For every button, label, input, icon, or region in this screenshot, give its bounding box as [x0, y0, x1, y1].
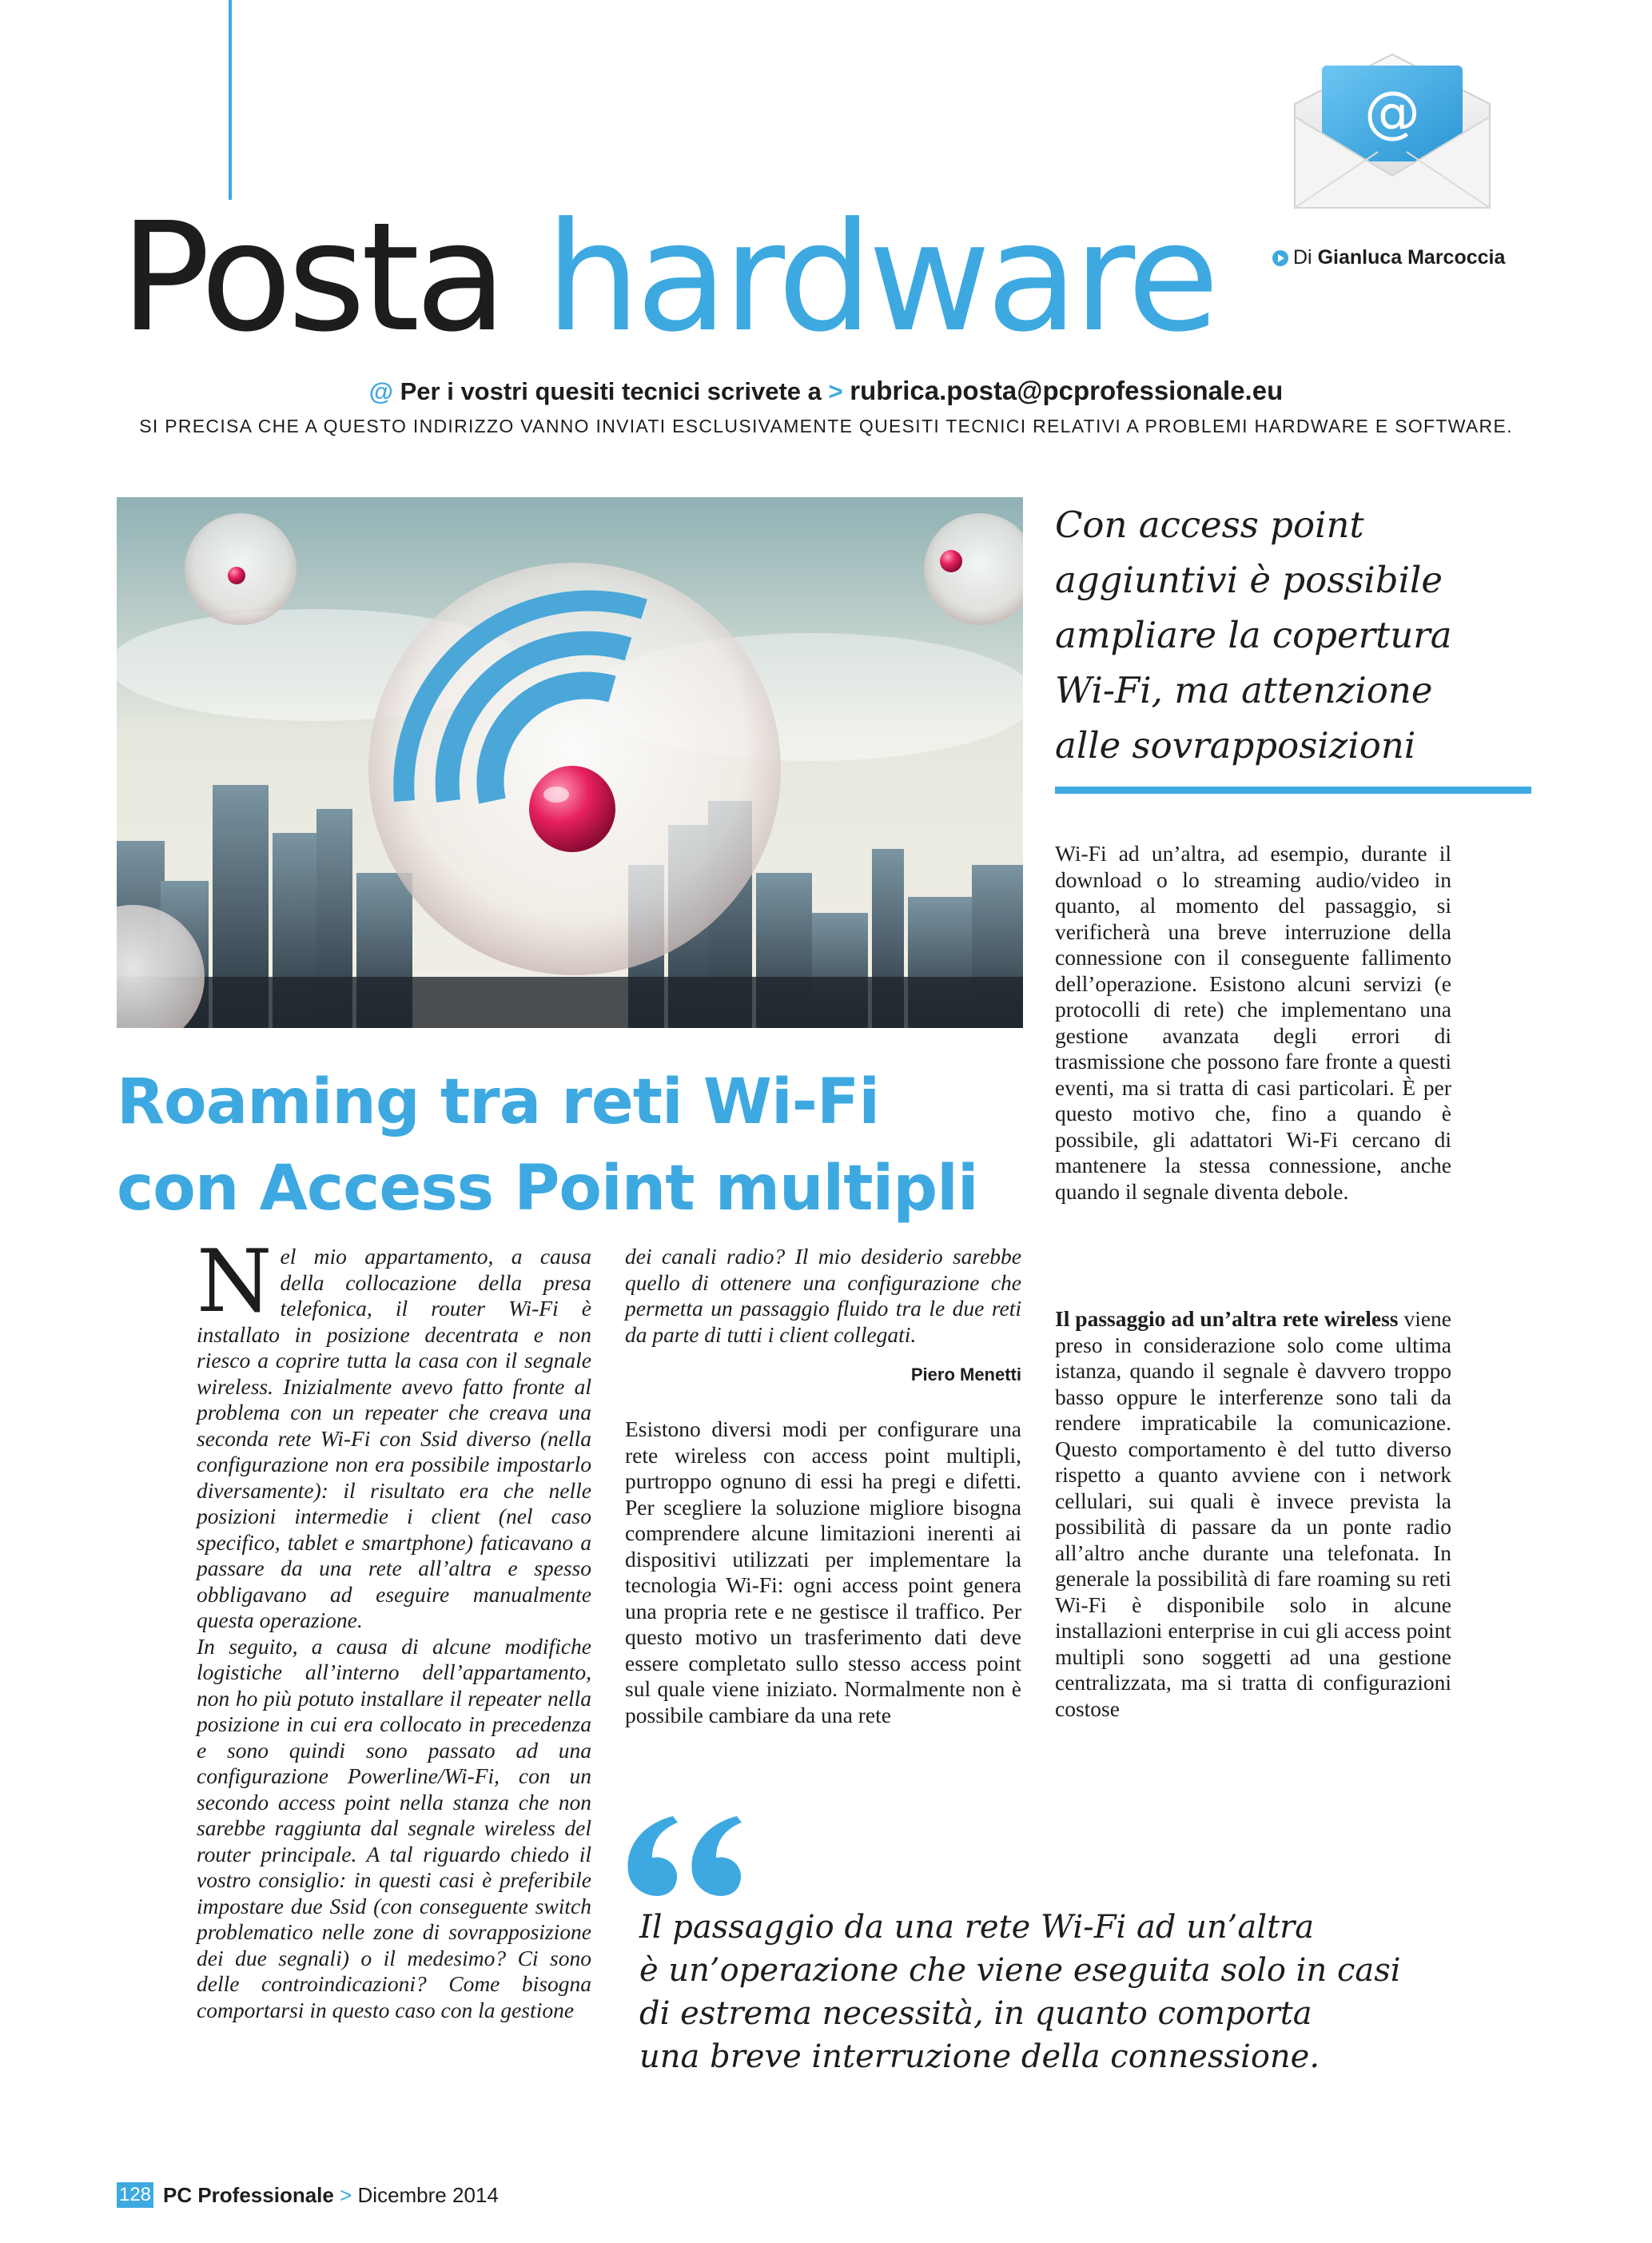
envelope-icon	[1288, 48, 1496, 216]
title-word-posta: Posta	[120, 190, 503, 365]
article-headline	[117, 1059, 1012, 1232]
answer-column-3-bottom	[1055, 1306, 1451, 1722]
pull-quote-line-4: una breve interruzione della connessione.	[639, 2038, 1320, 2075]
footer-issue	[163, 2182, 499, 2208]
letter-paragraph-1	[197, 1232, 591, 1634]
footer-separator: >	[340, 2183, 352, 2207]
byline-author: Gianluca Marcoccia	[1317, 246, 1506, 269]
answer-column-3-text: viene preso in considerazione solo come ultima istanza, quando il segnale è davvero troppo basso oppure le interferenze sono tali da rendere impraticabile la comunicazione. Questo comportamento è del tutto diverso rispetto a quanto avviene con i network cellulari, sui quali è invece prevista la possibilità di passare da un ponte radio all’altro anche durante una telefonata. In generale la possibilità di fare roaming su reti Wi-Fi è disponibile solo in alcune installazioni enterprise in cui gli access point multipli sono soggetti ad una gestione centralizzata, ma si tratta di configurazioni costose	[1055, 1306, 1451, 1721]
byline-prefix: Di	[1293, 246, 1312, 269]
header-accent-line	[229, 0, 232, 200]
subheading-rule	[1055, 787, 1531, 794]
contact-notice: SI PRECISA CHE A QUESTO INDIRIZZO VANNO INVIATI ESCLUSIVAMENTE QUESITI TECNICI RELATIVI A PROBLEMI HARDWARE E SOFTWARE.	[139, 416, 1513, 436]
subheading: Con access point aggiuntivi è possibile ampliare la copertura Wi-Fi, ma attenzione alle sovrapposizioni	[1055, 504, 1452, 767]
quote-mark-icon	[625, 1808, 753, 1912]
byline	[1272, 246, 1505, 269]
at-icon: @	[368, 377, 393, 405]
answer-lead-in: Il passaggio ad un’altra rete wireless	[1055, 1306, 1399, 1331]
pull-quote-line-2: è un’operazione che viene eseguita solo in casi	[639, 1952, 1401, 1989]
headline-line-1: Roaming tra reti Wi-Fi	[117, 1066, 880, 1138]
title-word-hardware: hardware	[545, 190, 1215, 365]
pull-quote-line-1: Il passaggio da una rete Wi-Fi ad un’altra	[639, 1909, 1315, 1946]
letter-signature: Piero Menetti	[910, 1365, 1021, 1384]
letter-continued: dei canali radio? Il mio desiderio sarebbe quello di ottenere una configurazione che permetta un passaggio fluido tra le due reti da parte di tutti i client collegati.	[625, 1244, 1021, 1347]
contact-line	[0, 376, 1652, 406]
contact-separator: >	[828, 377, 843, 405]
pull-quote	[639, 1906, 1439, 2078]
answer-column-3-top: Wi-Fi ad un’altra, ad esempio, durante il download o lo streaming audio/video in quanto, al momento del passaggio, si verificherà una breve interruzione della connessione con il conseguente fallimento dell’operazione. Esistono alcuni servizi (e protocolli di rete) che implementano una gestione avanzata degli errori di trasmissione che possono fare fronte a questi eventi, ma si tratta di casi particolari. È per questo motivo che, fino a quando è possibile, gli adattatori Wi-Fi cercano di mantenere la stessa connessione, anche quando il segnale diventa debole.	[1055, 841, 1451, 1204]
magazine-name: PC Professionale	[163, 2183, 334, 2207]
reader-letter	[197, 1232, 591, 2023]
contact-email-link[interactable]: rubrica.posta@pcprofessionale.eu	[850, 376, 1284, 405]
play-bullet-icon	[1272, 250, 1288, 266]
page-number: 128	[117, 2182, 153, 2208]
answer-column-2: Esistono diversi modi per configurare una rete wireless con access point multipli, purtroppo ognuno di essi ha pregi e difetti. Per scegliere la soluzione migliore bisogna comprendere alcune limitazioni inerenti ai dispositivi utilizzati per implementare la tecnologia Wi-Fi: ogni access point genera una propria rete e ne gestisce il traffico. Per questo motivo un trasferimento dati deve essere completato sullo stesso access point sul quale viene iniziato. Normalmente non è possibile cambiare da una rete	[625, 1416, 1021, 1727]
section-title	[120, 190, 1215, 366]
headline-line-2: con Access Point multipli	[117, 1153, 978, 1225]
contact-text: Per i vostri quesiti tecnici scrivete a	[400, 377, 822, 405]
drop-cap: N	[197, 1232, 273, 1332]
hero-illustration	[117, 497, 1023, 1028]
letter-text-1: el mio appartamento, a causa della collocazione della presa telefonica, il router Wi-Fi è installato in posizione decentrata e non riesco a coprire tutta la casa con il segnale wireless. Inizialmente avevo fatto fronte al problema con un repeater che creava una seconda rete Wi-Fi con Ssid diverso (nella configurazione non era possibile impostarlo diversamente): il risultato era che nelle posizioni intermedie i client (nel caso specifico, tablet e smartphone) faticavano a passare da una rete all’altra e spesso obbligavano ad eseguire manualmente questa operazione.	[197, 1244, 591, 1632]
letter-paragraph-2: In seguito, a causa di alcune modifiche logistiche all’interno dell’appartamento, non ho più potuto installare il repeater nella posizione in cui era collocato in precedenza e sono quindi sono passato ad una configurazione Powerline/Wi-Fi, con un secondo access point nella stanza che non sarebbe raggiunta dal segnale wireless del router principale. A tal riguardo chiedo il vostro consiglio: in questi casi è preferibile impostare due Ssid (con conseguente switch problematico nelle zone di sovrapposizione dei due segnali) o il medesimo? Ci sono delle controindicazioni? Come bisogna comportarsi in questo caso con la gestione	[197, 1633, 591, 2022]
issue-date: Dicembre 2014	[357, 2183, 499, 2207]
pull-quote-line-3: di estrema necessità, in quanto comporta	[639, 1995, 1312, 2032]
svg-text:@: @	[1364, 79, 1420, 145]
